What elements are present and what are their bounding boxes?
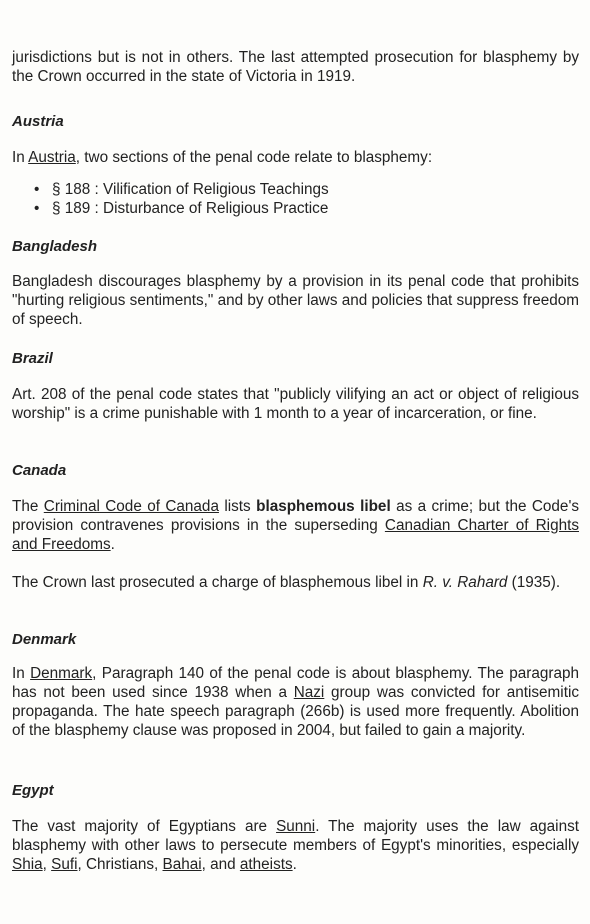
brazil-paragraph: Art. 208 of the penal code states that "publicly vilifying an act or object of religious worship" is a crime punishable with 1 month to a year of incarceration, or fine. [12,386,579,422]
text-run: , Christians, [77,856,163,873]
intro-paragraph: jurisdictions but is not in others. The last attempted prosecution for blasphemy by the Crown occurred in the state of Victoria in 1919. [12,49,579,85]
text-run: lists [218,498,257,515]
text-run: group was convicted for antisemitic propaganda. The hate speech paragraph (266b) is used more frequently. Abolition of the blasphemy clause was proposed in 2004, but failed to gain a majority. [12,684,579,739]
link-sufi[interactable]: Sufi [51,856,78,873]
link-denmark[interactable]: Denmark [30,665,93,682]
heading-austria: Austria [12,113,64,130]
link-austria[interactable]: Austria [28,149,76,166]
heading-brazil: Brazil [12,350,53,367]
text-run: , [42,856,52,873]
austria-paragraph [12,148,579,167]
list-item: • § 189 : Disturbance of Religious Practice [34,199,579,218]
link-nazi[interactable]: Nazi [293,684,325,701]
text-run: In [12,149,29,166]
text-run: The vast majority of Egyptians are [12,818,277,835]
heading-egypt: Egypt [12,782,54,799]
list-item: • § 188 : Vilification of Religious Teachings [34,180,579,199]
text-run: . [292,856,297,873]
link-canadian-charter[interactable]: Canadian Charter of Rights and Freedoms [12,517,579,553]
text-run: The [12,498,44,515]
text-run: as a crime; but the Code's provision contravenes provisions in the superseding [12,498,580,534]
text-run: The Crown last prosecuted a charge of blasphemous libel in [12,574,423,591]
link-criminal-code[interactable]: Criminal Code of Canada [43,498,219,515]
link-shia[interactable]: Shia [12,856,43,873]
austria-list [12,180,579,218]
heading-denmark: Denmark [12,631,77,648]
case-name: R. v. Rahard [422,574,508,591]
heading-canada: Canada [12,462,67,479]
text-run: , Paragraph 140 of the penal code is about blasphemy. The paragraph has not been used since 1938 when a [12,665,579,701]
text-run: . [110,536,115,553]
heading-bangladesh: Bangladesh [12,238,98,255]
text-run: , and [201,856,240,873]
egypt-paragraph [12,817,579,874]
text-run: , two sections of the penal code relate to blasphemy: [75,149,433,166]
canada-paragraph-1 [12,497,579,554]
canada-paragraph-2 [12,573,579,592]
link-sunni[interactable]: Sunni [276,818,316,835]
bangladesh-paragraph: Bangladesh discourages blasphemy by a provision in its penal code that prohibits "hurting religious sentiments," and by other laws and policies that suppress freedom of speech. [12,273,579,328]
text-run: In [12,665,31,682]
link-atheists[interactable]: atheists [239,856,293,873]
link-bahai[interactable]: Bahai [162,856,202,873]
bold-term: blasphemous libel [256,498,391,515]
denmark-paragraph [12,664,579,740]
text-run: . The majority uses the law against blasphemy with other laws to persecute members of Egypt's minorities, especially [12,818,579,854]
text-run: (1935). [507,574,561,591]
